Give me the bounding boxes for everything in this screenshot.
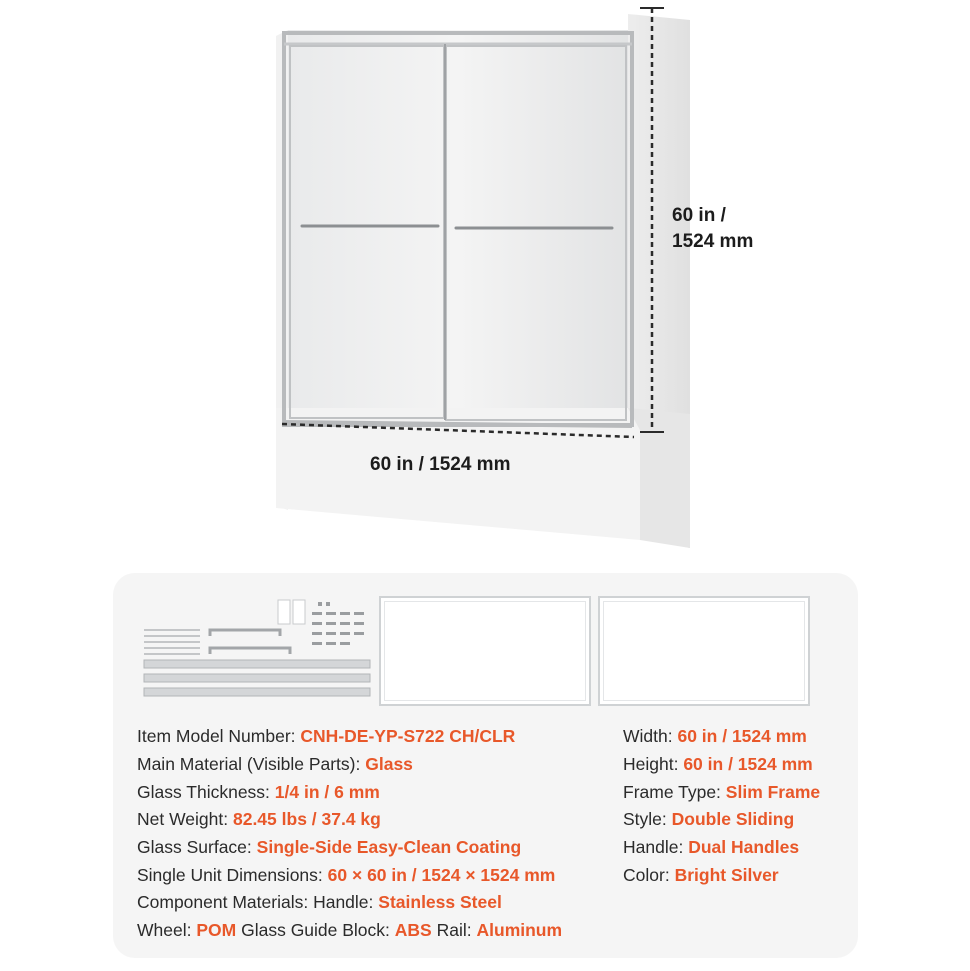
spec-label: Rail: (436, 920, 472, 940)
spec-height (623, 751, 813, 777)
spec-label: Glass Thickness: (137, 782, 270, 802)
spec-label: Net Weight: (137, 809, 229, 829)
spec-value: Slim Frame (725, 782, 821, 802)
spec-value: Single-Side Easy-Clean Coating (256, 837, 522, 857)
spec-label: Style: (623, 809, 667, 829)
spec-label: Wheel: (137, 920, 192, 940)
spec-value: Aluminum (476, 920, 563, 940)
height-dimension-label (672, 203, 792, 255)
spec-value: Bright Silver (674, 865, 779, 885)
spec-label: Single Unit Dimensions: (137, 865, 323, 885)
spec-label: Width: (623, 726, 673, 746)
spec-value: Stainless Steel (378, 892, 502, 912)
spec-value: CNH-DE-YP-S722 CH/CLR (300, 726, 516, 746)
spec-label: Component Materials: (137, 892, 309, 912)
glass-panel-thumbnail (379, 596, 591, 706)
spec-label: Handle: (623, 837, 684, 857)
spec-label: Handle: (313, 892, 374, 912)
spec-label: Frame Type: (623, 782, 721, 802)
parts-kit-image (140, 596, 372, 708)
spec-frame-type (623, 779, 820, 805)
spec-value: Glass (365, 754, 413, 774)
width-dimension-label: 60 in / 1524 mm (370, 454, 511, 475)
spec-component-materials-2 (137, 917, 562, 943)
spec-model-number (137, 723, 515, 749)
spec-value: 1/4 in / 6 mm (274, 782, 380, 802)
spec-glass-surface (137, 834, 521, 860)
spec-unit-dimensions (137, 862, 555, 888)
spec-handle (623, 834, 799, 860)
spec-label: Glass Surface: (137, 837, 252, 857)
spec-label: Height: (623, 754, 679, 774)
spec-value: 60 × 60 in / 1524 × 1524 mm (327, 865, 556, 885)
glass-panel-thumbnail (598, 596, 810, 706)
spec-label: Main Material (Visible Parts): (137, 754, 361, 774)
spec-value: ABS (394, 920, 432, 940)
back-wall (288, 30, 628, 410)
spec-main-material (137, 751, 413, 777)
spec-glass-thickness (137, 779, 380, 805)
height-label-line2: 1524 mm (672, 231, 754, 252)
spec-value: 82.45 lbs / 37.4 kg (232, 809, 381, 829)
spec-value: Double Sliding (671, 809, 795, 829)
height-label-line1: 60 in / (672, 205, 726, 226)
spec-style (623, 806, 794, 832)
spec-label: Glass Guide Block: (241, 920, 390, 940)
spec-value: Dual Handles (688, 837, 800, 857)
spec-value: 60 in / 1524 mm (683, 754, 813, 774)
spec-label: Item Model Number: (137, 726, 296, 746)
spec-component-materials (137, 889, 502, 915)
spec-value: 60 in / 1524 mm (677, 726, 807, 746)
spec-net-weight (137, 806, 381, 832)
spec-width (623, 723, 807, 749)
spec-color (623, 862, 779, 888)
spec-value: POM (196, 920, 237, 940)
spec-label: Color: (623, 865, 670, 885)
